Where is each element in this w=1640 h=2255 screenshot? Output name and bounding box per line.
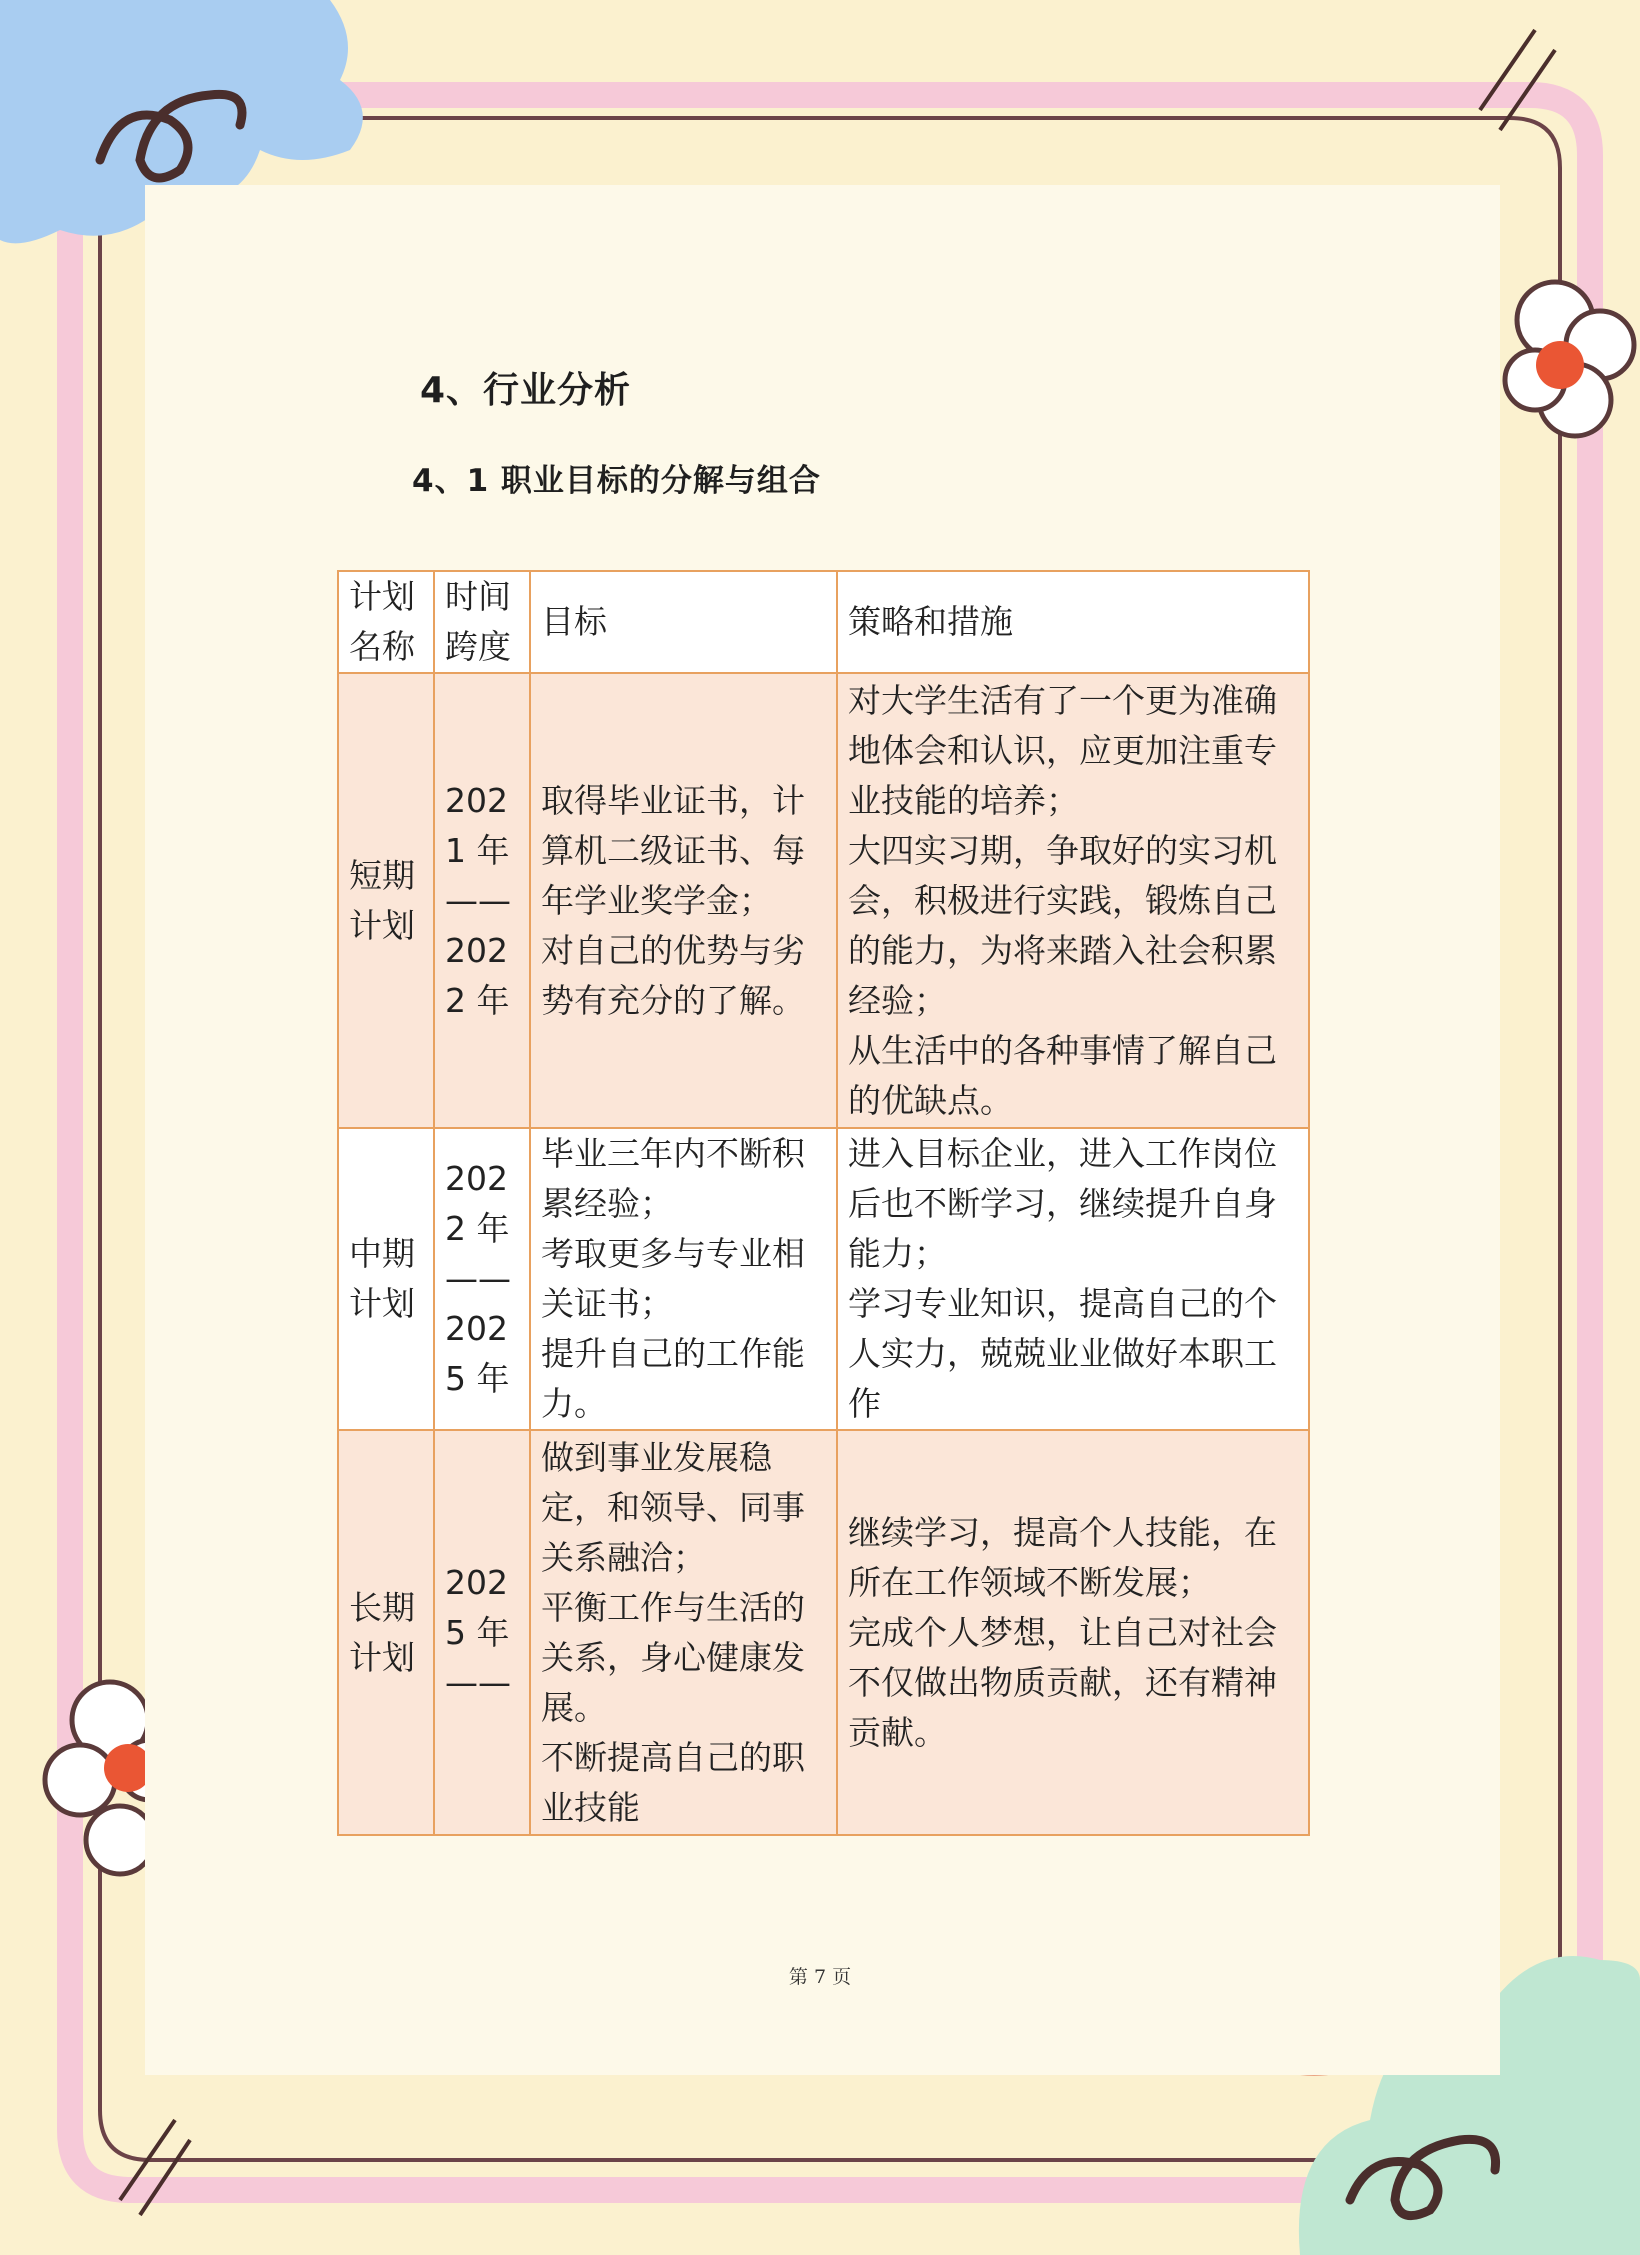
strategy-cell: 对大学生活有了一个更为准确地体会和认识，应更加注重专业技能的培养； 大四实习期，争取好的实习机会，积极进行实践，锻炼自己的能力，为将来踏入社会积累经验； 从生活中的各种事情了解自己的优缺点。 xyxy=(837,673,1309,1128)
table-row xyxy=(338,1430,1309,1835)
table-header-row xyxy=(338,571,1309,673)
decorative-slash xyxy=(1480,30,1555,130)
flower-top-right xyxy=(1505,282,1634,436)
goal-cell: 毕业三年内不断积累经验； 考取更多与专业相关证书； 提升自己的工作能力。 xyxy=(530,1128,837,1430)
plan-name-cell: 长期 计划 xyxy=(338,1430,434,1835)
subsection-heading: 4、1 职业目标的分解与组合 xyxy=(412,463,821,499)
header-plan-name: 计划 名称 xyxy=(338,571,434,673)
header-goal: 目标 xyxy=(530,571,837,673)
header-strategy: 策略和措施 xyxy=(837,571,1309,673)
time-span-cell: 2025 年—— xyxy=(434,1430,530,1835)
plan-name-cell: 中期 计划 xyxy=(338,1128,434,1430)
header-time-span: 时间 跨度 xyxy=(434,571,530,673)
table-row xyxy=(338,1128,1309,1430)
section-heading: 4、行业分析 xyxy=(420,370,632,411)
table-row xyxy=(338,673,1309,1128)
career-plan-table xyxy=(337,570,1310,1836)
strategy-cell: 继续学习，提高个人技能，在所在工作领域不断发展； 完成个人梦想，让自己对社会不仅做出物质贡献，还有精神贡献。 xyxy=(837,1430,1309,1835)
strategy-cell: 进入目标企业，进入工作岗位后也不断学习，继续提升自身能力； 学习专业知识，提高自己的个人实力，兢兢业业做好本职工作 xyxy=(837,1128,1309,1430)
goal-cell: 取得毕业证书，计算机二级证书、每年学业奖学金； 对自己的优势与劣势有充分的了解。 xyxy=(530,673,837,1128)
time-span-cell: 2021 年——2022 年 xyxy=(434,673,530,1128)
time-span-cell: 2022 年——2025 年 xyxy=(434,1128,530,1430)
page-number: 第 7 页 xyxy=(788,1966,852,1988)
plan-name-cell: 短期 计划 xyxy=(338,673,434,1128)
goal-cell: 做到事业发展稳定，和领导、同事关系融洽； 平衡工作与生活的关系，身心健康发展。 不断提高自己的职业技能 xyxy=(530,1430,837,1835)
